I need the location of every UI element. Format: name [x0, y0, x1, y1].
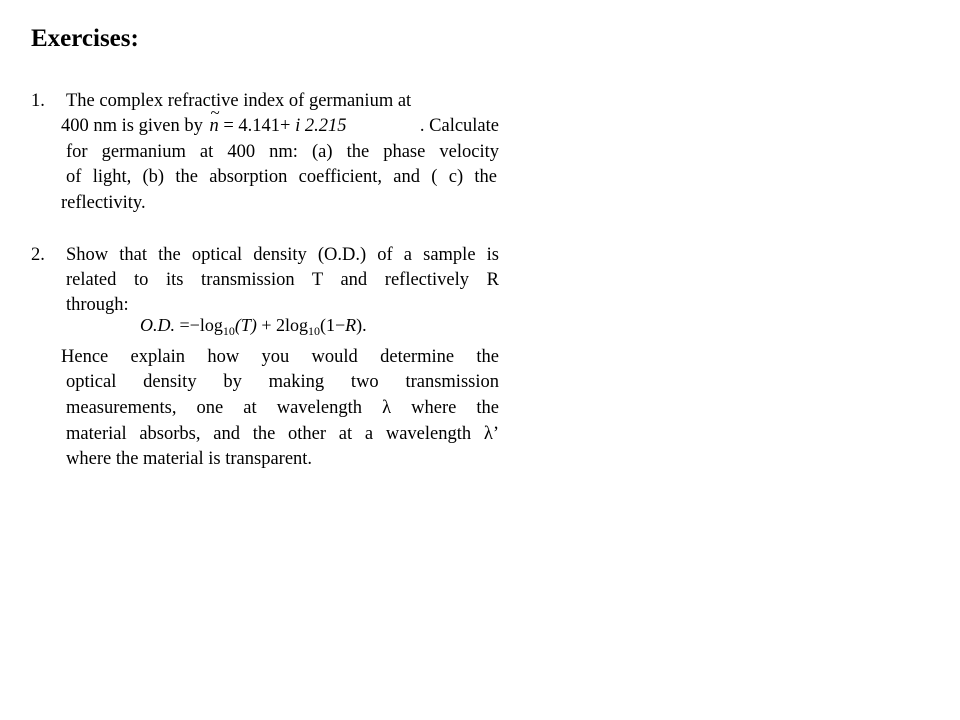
od-coefficient: 2: [275, 315, 285, 335]
exercise-2-number: 2.: [31, 245, 45, 265]
exercise-2-line-3: through:: [66, 295, 129, 315]
od-log-2-open: (1: [320, 315, 335, 335]
exercise-2-line-6: measurements, one at wavelength λ where the: [66, 398, 499, 418]
n-tilde-symbol: ~ n: [209, 115, 218, 137]
optical-density-equation: [140, 314, 367, 336]
exercise-2-line-4: Hence explain how you would determine the: [61, 347, 499, 367]
exercise-1-line-5: reflectivity.: [61, 193, 146, 213]
od-log-1-base: 10: [222, 324, 235, 338]
exercise-1-line-1: The complex refractive index of germanium at: [66, 91, 412, 111]
exercise-1-line-4: of light, (b) the absorption coefficient, and ( c) the: [66, 167, 497, 187]
exercise-1-line-3: for germanium at 400 nm: (a) the phase velocity: [66, 142, 499, 162]
od-log-2-var: R: [345, 315, 357, 335]
exercise-2-line-2: related to its transmission T and reflectively R: [66, 270, 499, 290]
equation-equals: =: [223, 116, 234, 136]
exercise-2-line-5: optical density by making two transmission: [66, 372, 499, 392]
exercise-1-line-2-end: . Calculate: [419, 116, 499, 136]
equation-imag-part: 2.215: [304, 116, 347, 136]
od-log-2: log: [284, 315, 308, 335]
exercise-2-line-8: where the material is transparent.: [66, 449, 313, 469]
od-plus: +: [261, 315, 272, 335]
exercise-1-line-2-start: 400 nm is given by: [61, 116, 203, 136]
od-lhs: O.D.: [140, 315, 175, 335]
equation-imag-unit: i: [295, 116, 301, 136]
od-log-2-base: 10: [308, 324, 320, 338]
exercise-1-line-2: [61, 115, 499, 137]
od-log-2-minus: −: [335, 315, 346, 335]
equation-real-part: 4.141: [238, 116, 281, 136]
exercise-1-number: 1.: [31, 91, 45, 111]
od-log-2-close: ).: [356, 315, 367, 335]
od-log-1-arg: (T): [234, 315, 257, 335]
page-title: Exercises:: [31, 25, 139, 52]
refractive-index-equation: [209, 115, 351, 137]
equation-plus: +: [280, 116, 291, 136]
od-equals: =: [179, 315, 190, 335]
od-log-1: log: [199, 315, 223, 335]
exercise-2-line-1: Show that the optical density (O.D.) of a sample is: [66, 245, 499, 265]
exercise-2-line-7: material absorbs, and the other at a wavelength λ’: [66, 424, 499, 444]
od-minus: −: [189, 315, 200, 335]
